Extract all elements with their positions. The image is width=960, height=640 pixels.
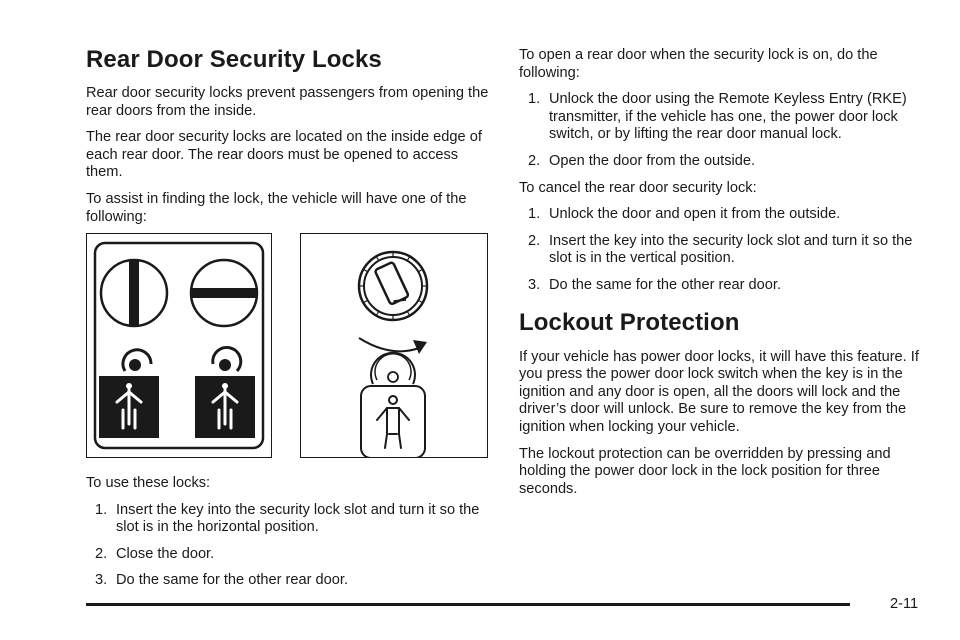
page-number: 2-11 (890, 596, 919, 612)
paragraph-use-intro: To use these locks: (86, 475, 211, 491)
list-item: 3. Do the same for the other rear door. (95, 572, 349, 589)
list-item: 2. Open the door from the outside. (528, 152, 756, 169)
use-locks-block (86, 475, 490, 599)
paragraph-location: The rear door security locks are located on the inside edge of each rear door. The rear doors must be opened to access them. (86, 129, 482, 181)
list-item: 3. Do the same for the other rear door. (528, 276, 782, 293)
paragraph-cancel-intro: To cancel the rear door security lock: (519, 179, 757, 196)
list-item: 1. Unlock the door using the Remote Keyless Entry (RKE) transmitter, if the vehicle has one, the power door lock switch, or by lifting the rear door manual lock. (528, 91, 907, 143)
paragraph-lockout-override: The lockout protection can be overridden by pressing and holding the power door lock in the lock position for three seconds. (519, 445, 891, 497)
paragraph-lockout-feature: If your vehicle has power door locks, it will have this feature. If you press the power door lock switch when the key is in the ignition and any door is open, all the doors will lock and the driver’s door will unlock. Be sure to remove the key from the ignition when locking your vehicle. (519, 348, 919, 435)
child-lock-right-icon (195, 347, 255, 438)
figure-row (86, 233, 490, 458)
use-steps-list (86, 502, 490, 590)
section-title-lockout-protection: Lockout Protection (519, 308, 740, 336)
list-item: 1. Unlock the door and open it from the outside. (528, 206, 841, 223)
paragraph-open-intro: To open a rear door when the security lock is on, do the following: (519, 47, 878, 81)
child-lock-left-icon (99, 350, 159, 438)
footer-rule (86, 603, 850, 606)
section-title-rear-door-security-locks: Rear Door Security Locks (86, 46, 382, 73)
cancel-steps-list (519, 206, 929, 294)
child-lock-outline-icon (361, 353, 425, 457)
open-steps-list (519, 91, 929, 170)
intro-text-block (86, 85, 490, 235)
list-item: 2. Close the door. (95, 545, 215, 562)
list-item: 1. Insert the key into the security lock slot and turn it so the slot is in the horizontal position. (95, 501, 480, 536)
list-item: 2. Insert the key into the security lock slot and turn it so the slot is in the vertical position. (528, 232, 913, 267)
right-text-block (519, 47, 929, 507)
lock-slot-positions-icon (87, 234, 271, 457)
rotary-lock-icon (301, 234, 487, 457)
paragraph-purpose: Rear door security locks prevent passengers from opening the rear doors from the inside. (86, 85, 489, 119)
figure-rotary-lock (300, 233, 488, 458)
figure-lock-slot-positions (86, 233, 272, 458)
paragraph-finding-lock: To assist in finding the lock, the vehicle will have one of the following: (86, 190, 467, 225)
rotate-arrow-icon (359, 338, 419, 351)
